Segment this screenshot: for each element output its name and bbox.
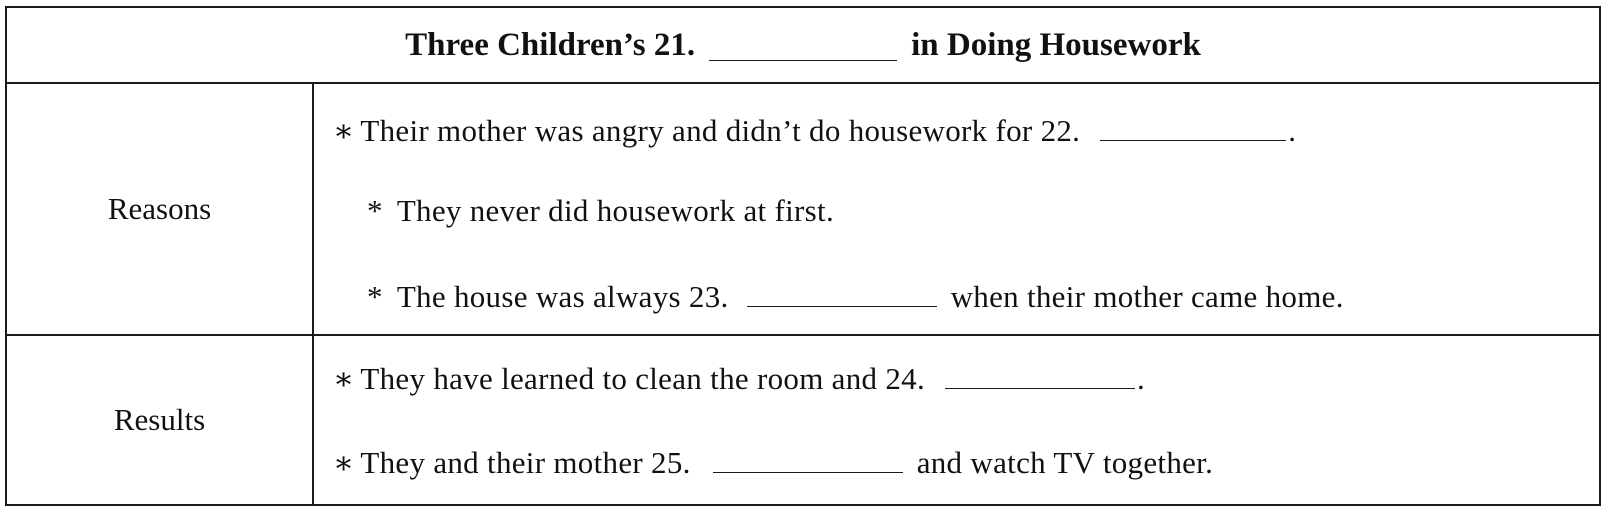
reasons-label: Reasons <box>7 84 314 334</box>
results-row <box>7 336 1599 504</box>
star-bullet-icon: ∗ <box>333 361 355 396</box>
asterisk-bullet-icon: * <box>367 193 383 228</box>
worksheet-table <box>5 6 1601 506</box>
result-item-2-end: and watch TV together. <box>916 445 1214 480</box>
result-item-2 <box>333 442 1213 481</box>
reason-item-3-end: when their mother came home. <box>950 279 1344 314</box>
results-label: Results <box>7 336 314 504</box>
reason-item-3-text: The house was always 23. <box>396 279 729 314</box>
title-prefix: Three Children’s 21. <box>405 26 696 63</box>
star-bullet-icon: ∗ <box>333 445 355 480</box>
reason-item-2 <box>367 193 834 229</box>
reason-item-2-text: They never did housework at first. <box>396 193 835 228</box>
reason-item-1-end: . <box>1288 113 1297 148</box>
star-bullet-icon: ∗ <box>333 113 355 148</box>
title-suffix: in Doing Housework <box>911 26 1201 63</box>
result-item-1-end: . <box>1137 361 1146 396</box>
blank-23[interactable] <box>747 276 937 307</box>
reason-item-1-text: Their mother was angry and didn’t do housework for 22. <box>360 113 1081 148</box>
blank-22[interactable] <box>1100 110 1286 141</box>
reasons-row <box>7 84 1599 336</box>
reason-item-3 <box>367 276 1344 315</box>
reason-item-1 <box>333 110 1296 149</box>
table-title <box>7 8 1599 84</box>
blank-24[interactable] <box>945 358 1135 389</box>
blank-25[interactable] <box>713 442 903 473</box>
asterisk-bullet-icon: * <box>367 279 383 314</box>
result-item-2-text: They and their mother 25. <box>360 445 691 480</box>
blank-21[interactable] <box>709 30 897 61</box>
result-item-1 <box>333 358 1145 397</box>
result-item-1-text: They have learned to clean the room and 24. <box>360 361 926 396</box>
